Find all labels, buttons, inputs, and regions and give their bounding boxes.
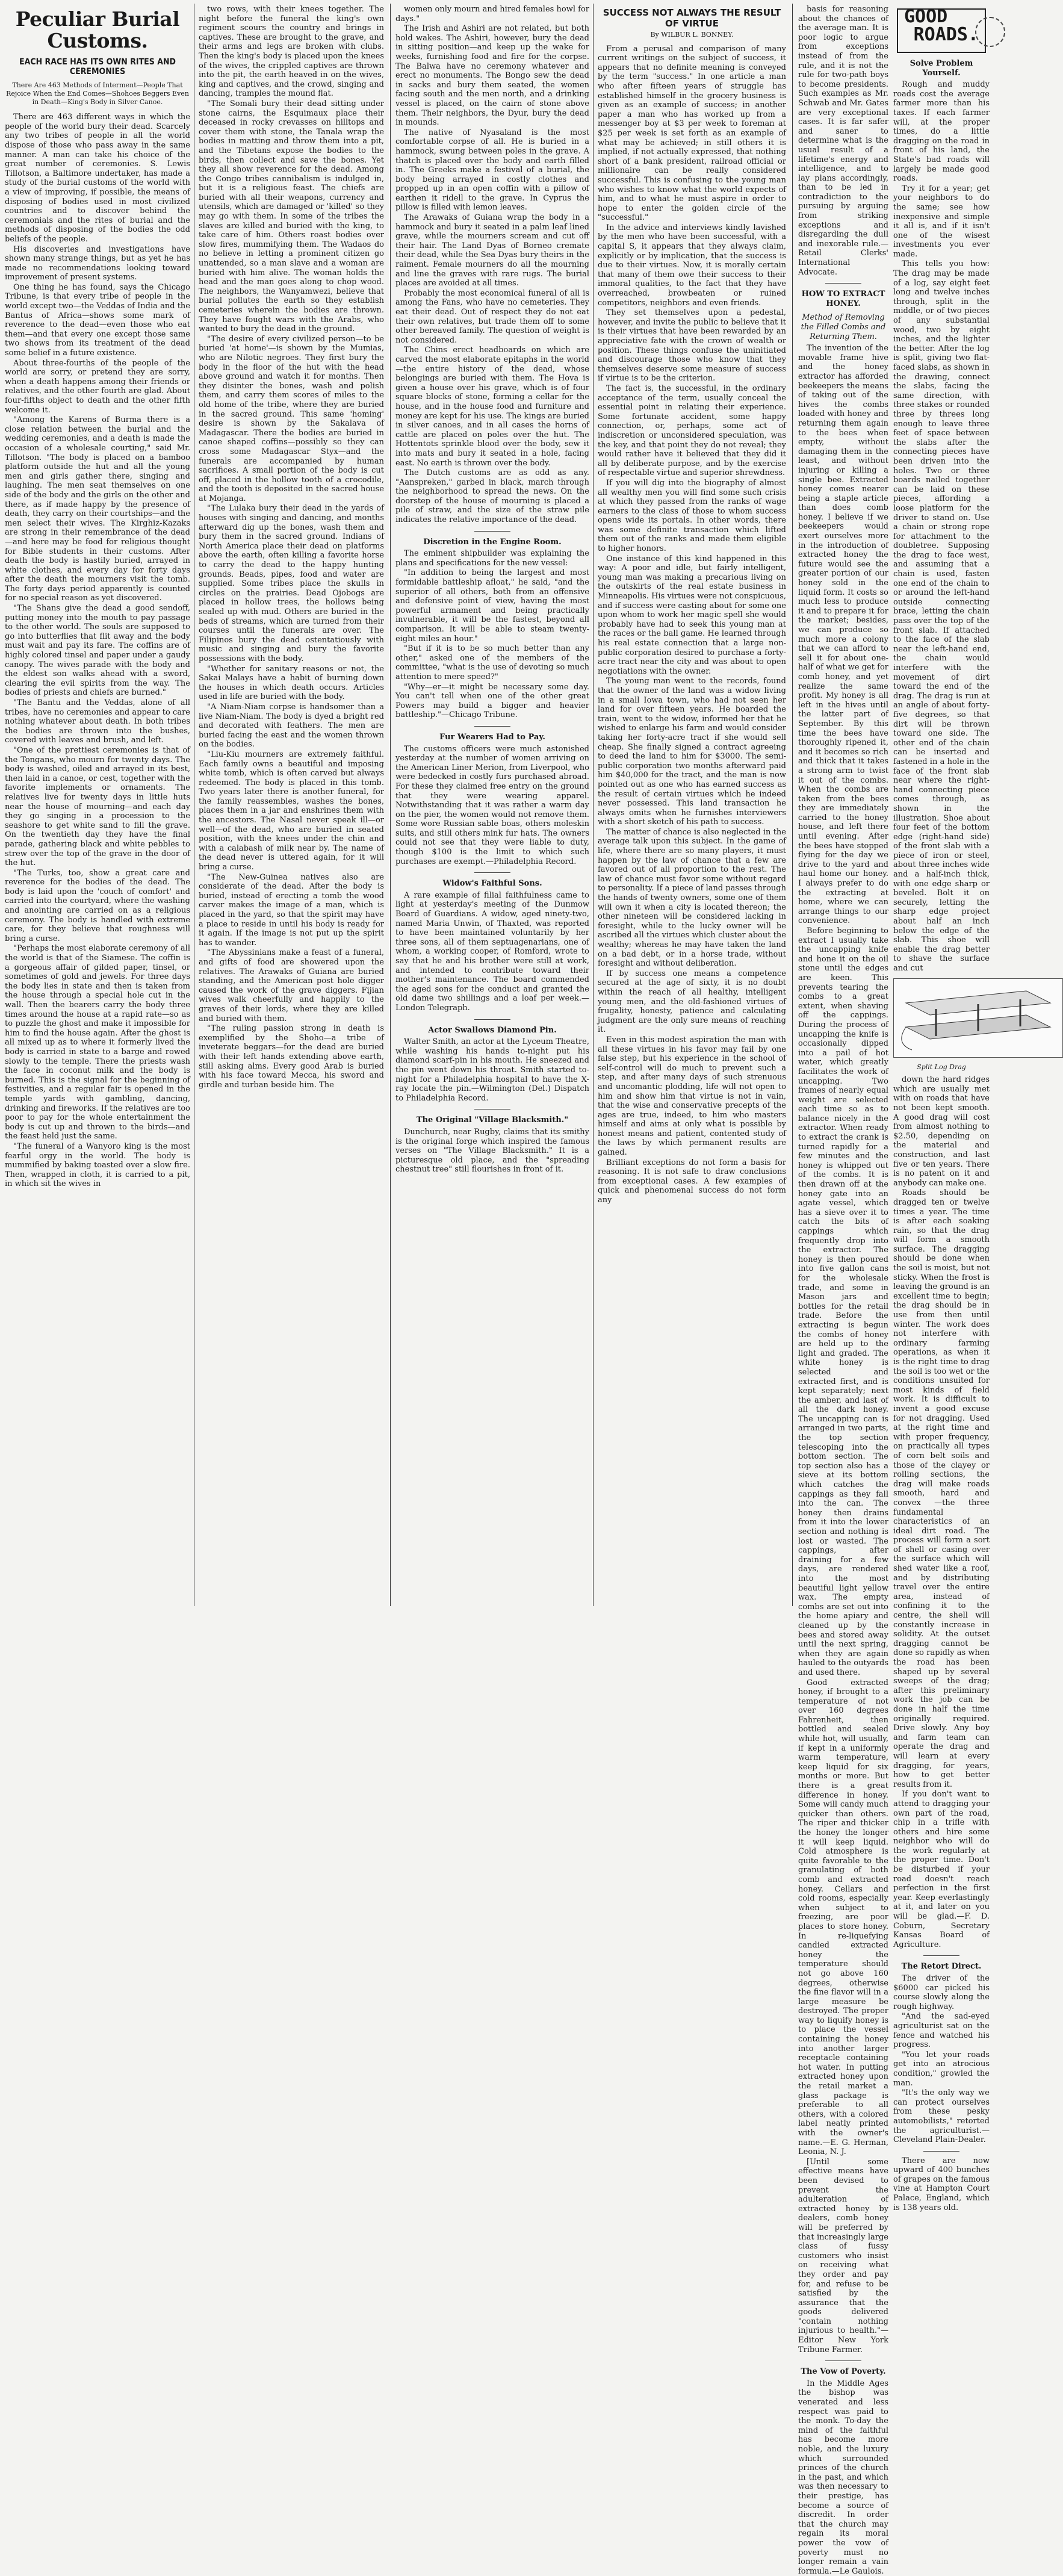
article-body [798,344,888,2354]
paragraph: Probably the most economical funeral of all is among the Fans, who have no cemeteries. They eat their dead. Out of respect they do not eat their own relatives, but trade them off to some other bereaved family. The question of weight is not considered. [395,288,589,345]
paragraph: "The desire of every civilized person—to be buried 'at home'—is shown by the Mumias, who are Nilotic negroes. They first bury the body in the floor of the hut with the head above ground and watch it for months. Then they disinter the bones, wash and polish them, and carry them scores of miles to the old home of the tribe, where they are buried in the sacred ground. This same 'homing' desire is shown by the Sakalava of Madagascar. There the bodies are buried in canoe shaped coffins—possibly so they can cross some Madagascar Styx—and the funerals are accompanied by human sacrifices. A small portion of the body is cut off, placed in the hollow tooth of a crocodile, and the tooth is deposited in the sacred house at Mojanga. [199,334,384,503]
article-body [893,1075,990,1949]
split-log-drag-illustration [893,978,1063,1058]
paragraph: From a perusal and comparison of many current writings on the subject of success, it appears that no definite meaning is conveyed by the term "success." In one article a man who after fifteen years of struggle has established himself in the grocery business is given as an example of success; in another paper a man who has worked up from a messenger boy at $3 per week to foreman at $25 per week is set forth as an example of what may be achieved; in still others it is implied, if not actually expressed, that nothing short of a bank president, railroad official or millionaire can be really considered successful. This is confusing to the young man who wishes to know what the world expects of him, and to what he must aspire in order to hope to enter the golden circle of the "successful." [598,44,786,223]
paragraph: They set themselves upon a pedestal, however, and invite the public to believe that it is their virtues that have been rewarded by an appreciative fate with the crown of wealth or position. These things confuse the uninitiated and discourage those who know that they themselves deserve some measure of success if virtue is to be the criterion. [598,308,786,383]
paragraph: Roads should be dragged ten or twelve times a year. The time is after each soaking rain, so that the drag will form a smooth surface. The dragging should be done when the soil is moist, but not sticky. When the frost is leaving the ground is an excellent time to begin; the drag should be in use from then until winter. The work does not interfere with ordinary farming operations, as when it is the right time to drag the soil is too wet or the conditions unsuited for most kinds of field work. It is difficult to invent a good excuse for not dragging. Used at the right time and with proper frequency, on practically all types of corn belt soils and those of the clayey or rolling sections, the drag will make roads smooth, hard and convex —the three fundamental characteristics of an ideal dirt road. The process will form a sort of shell or casing over the surface which will shed water like a roof, and by distributing travel over the entire area, instead of confining it to the centre, the shell will constantly increase in solidity. At the outset dragging cannot be done so rapidly as when the road has been shaped up by several sweeps of the drag; after this preliminary work the job can be done in half the time originally required. Drive slowly. Any boy and farm team can operate the drag and will learn at every dragging, for years, how to get better results from it. [893,1188,990,1789]
paragraph: Even in this modest aspiration the man with all these virtues in his favor may fail by one false step, but his experience in the school of self-control will do much to prevent such a step, and after many days of such strenuous and uncomantic plodding, life will not open to him and show him that virtue is not in vain, that the wise and conservative precepts of the ages are true, indeed, to him who masters himself and aims at only what is possible by honest means and patient, contented study of the laws by which permanent results are gained. [598,1035,786,1158]
paragraph: "A Niam-Niam corpse is handsomer than a live Niam-Niam. The body is dyed a bright red and decorated with feathers. The men are buried facing the east and the women thrown on the bodies. [199,702,384,750]
paragraph: two rows, with their knees together. The night before the funeral the king's own regiment scours the country and brings in captives. These are brought to the grave, and their arms and legs are broken with clubs. Then the king's body is placed upon the knees of the wives, the crippled captives are thrown into the pit, the earth heaved in on the wives, king and captives, and the crowd, singing and dancing, tramples the mound flat. [199,5,384,99]
article-body [395,1037,589,1103]
paragraph: "The Turks, too, show a great care and reverence for the bodies of the dead. The body is laid upon the 'couch of comfort' and carried into the courtyard, where the washing and anointing are carried on as a religious ceremony. The body is handled with extreme care, for they believe that roughness will bring a curse. [5,868,190,943]
subhead: The Retort Direct. [901,1962,982,1972]
paragraph: Before beginning to extract I usually take the uncapping knife and hone it on the oil stone until the edges are keen. This prevents tearing the combs to a great extent, when shaving off the cappings. During the process of uncapping the knife is occasionally dipped into a pail of hot water, which greatly facilitates the work of uncapping. Two frames of nearly equal weight are selected each time so as to balance nicely in the extractor. When ready to extract the crank is turned rapidly for a few minutes and the honey is whipped out of the combs. It is then drawn off at the honey gate into an agate vessel, which has a sieve over it to catch the bits of cappings which frequently drop into the extractor. The honey is then poured into five gallon cans for the wholesale trade, and some in Mason jars and bottles for the retail trade. Before the extracting is begun the combs of honey are held up to the light and graded. The white honey is selected and extracted first, and is kept separately; next the amber, and last of all the dark honey. The uncapping can is arranged in two parts, the top section telescoping into the bottom section. The top section also has a sieve at its bottom which catches the cappings as they fall into the can. The honey then drains from it into the lower section and nothing is lost or wasted. The cappings, after draining for a few days, are rendered into the most beautiful light yellow wax. The empty combs are set out into the home apiary and cleaned up by the bees and stored away until the next spring, when they are again hauled to the outyards and used there. [798,926,888,1677]
paragraph: The Chins erect headboards on which are carved the most elaborate epitaphs in the world—the entire history of the dead, whose belongings are buried with them. The Hova is given a house over his grave, which is of four square blocks of stone, forming a cellar for the house, and in the house food and furniture and money are kept for his use. The kings are buried in silver canoes, and in all cases the horns of cattle are placed on poles over the hut. The Hottentots sprinkle blood over the body, sew it into mats and bury it seated in a hole, facing east. No earth is thrown over the body. [395,346,589,468]
paragraph: In the Middle Ages the bishop was venerated and less respect was paid to the monk. To-day the mind of the faithful has become more noble, and the luxury which surrounded princes of the church in the past, and which was then necessary to their prestige, has become a source of discredit. In order that the church may regain its moral power the vow of poverty must no longer remain a vain formula.—Le Gaulois. [798,2379,888,2576]
paragraph: This tells you how: The drag may be made of a log, say eight feet long and twelve inches through, split in the middle, or of two pieces of any substantial wood, two by eight inches, and the lighter the better. After the log is split, giving two flat-faced slabs, as shown in the drawing, connect the slabs, facing the same direction, with three stakes or rounded three by threes long enough to leave three feet of space between the slabs after the connecting pieces have been driven into the holes. Two or three boards nailed together can be laid on these pieces, affording a loose platform for the driver to stand on. Use a chain or strong rope for attachment to the doubletree. Supposing the drag to face west, and assuming that a chain is used, fasten one end of the chain to or around the left-hand outside connecting brace, letting the chain pass over the top of the front slab. If attached to the face of the slab near the left-hand end, the chain would interfere with the movement of dirt toward the end of the drag. The drag is run at an angle of about forty-five degrees, so that dirt will be thrown toward one side. The other end of the chain can be inserted and fastened in a hole in the face of the front slab near where the right-hand connecting piece comes through, as shown in the illustration. Shoe about four feet of the bottom edge (right-hand side) of the front slab with a piece of iron or steel, about three inches wide and a half-inch thick, with one edge sharp or beveled. Bolt it on securely, letting the sharp edge project about half an inch below the edge of the slab. This shoe will enable the drag better to shave the surface and cut [893,259,990,973]
subhead: Solve Problem Yourself. [910,59,973,78]
paragraph: The Arawaks of Guiana wrap the body in a hammock and bury it seated in a palm leaf lined grave, while the mourners scream and cut off their hair. The Land Dyas of Borneo cremate their dead, while the Sea Dyas bury theirs in the raiment. Female mourners do all the mourning and line the graves with rare rugs. The burial places are avoided at all times. [395,213,589,288]
paragraph: "The Lulaka bury their dead in the yards of houses with singing and dancing, and months afterward dig up the bones, wash them and bury them in the sacred ground. Indians of North America place their dead on platforms above the earth, often killing a favorite horse to carry the dead to the happy hunting grounds. Beads, pipes, food and water are supplied. Some tribes place the skulls in circles on the prairies. Dead Ojobogs are placed in hollow trees, the hollows being sealed up with mud. Others are buried in the beds of streams, which are turned from their courses until the funerals are over. The Filipinos bury the dead ostentatiously with music and singing and bury the favorite possessions with the body. [199,504,384,663]
paragraph: His discoveries and investigations have shown many strange things, but as yet he has made no recommendations looking toward improvement of present systems. [5,244,190,282]
paragraph: Rough and muddy roads cost the average farmer more than his taxes. If each farmer will, at the proper times, do a little dragging on the road in front of his land, the State's bad roads will largely be made good roads. [893,80,990,184]
paragraph: down the hard ridges which are usually met with on roads that have not been kept smooth. A good drag will cost from almost nothing to $2.50, depending on the material and construction, and last five or ten years. There is no patent on it and anybody can make one. [893,1075,990,1188]
figure-caption: Split Log Drag [917,1063,966,1071]
paragraph: Walter Smith, an actor at the Lyceum Theatre, while washing his hands to-night put his diamond scarf-pin in his mouth. He sneezed and the pin went down his throat. Smith started to-night for a Philadelphia hospital to have the X-ray locate the pin.—Wilmington (Del.) Dispatch to Philadelphia Record. [395,1037,589,1103]
headline: Peculiar Burial Customs. [15,7,180,52]
paragraph: "In addition to being the largest and most formidable battleship afloat," he said, "and the superior of all others, both from an offensive and defensive point of view, having the most powerful armament and being practically invulnerable, it will be the fastest, beyond all comparison. It will be able to steam twenty-eight miles an hour." [395,568,589,644]
paragraph: In the advice and interviews kindly lavished by the men who have been successful, with a capital S, it appears that they always claim, explicitly or by implication, that the success is due to their virtues. Now, it is morally certain that many of them owe their success to their immoral qualities, to the fact that they have overreached, browbeaten or ruined competitors, neighbors and even friends. [598,223,786,308]
paragraph: "The New-Guinea natives also are considerate of the dead. After the body is buried, instead of erecting a tomb the wood carver makes the image of a man, which is placed in the yard, so that the spirit may have a place to reside in until his body is ready for it again. If the image is not put up the spirit has to wander. [199,872,384,948]
paragraph: "And the sad-eyed agriculturist sat on the fence and watched his progress. [893,2012,990,2050]
subhead: The Vow of Poverty. [801,2367,886,2377]
paragraph: The matter of chance is also neglected in the average talk upon this subject. In the game of life, where there are so many players, it must happen by the law of chance that a few are favored out of all proportion to the rest. The law of chance must favor some without regard to personality. If a piece of land passes through the hands of twenty owners, some one of them will own it when a city is located thereon; the other nineteen will be considered lacking in foresight, while to the lucky owner will be ascribed all the virtues which cluster about the wealthy; whereas he may have taken the land on a bad debt, or in a horse trade, without foresight and without deliberation. [598,827,786,969]
subhead: Actor Swallows Diamond Pin. [428,1025,557,1035]
article-body [199,5,384,1090]
article-burial-customs-col1 [5,5,190,1606]
article-burial-customs-col2 [199,5,384,1606]
paragraph: "But if it is to be so much better than any other," asked one of the members of the committee, "what is the use of devoting so much attention to mere speed?" [395,644,589,681]
paragraph: The driver of the $6000 car picked his course slowly along the rough highway. [893,1974,990,2011]
masthead-word: GOOD [904,6,948,27]
paragraph: The customs officers were much astonished yesterday at the number of women arriving on the American Liner Merion, from Liverpool, who were bedecked in costly furs purchased abroad. For these they claimed free entry on the ground that they were wearing apparel. Notwithstanding that it was rather a warm day on the pier, the women would not remove them. Some wore Russian sable boas, others moleskin suits, and still others mink fur hats. The owners could not see that they were liable to duty, though $100 is the limit to which such purchases are exempt.—Philadelphia Record. [395,744,589,866]
paragraph: A rare example of filial faithfulness came to light at yesterday's meeting of the Dunmow Board of Guardians. A widow, aged ninety-two, named Maria Unwin, of Thaxted, was reported to have been maintained voluntarily by her three sons, all of them septuagenarians, one of whom, a working cooper, of Romford, wrote to say that he and his brother were still at work, and intended to contribute toward their mother's maintenance. The board commended the aged sons for the conduct and granted the old dame two shillings and a loaf per week.—London Telegraph. [395,890,589,1013]
column-5-right [893,5,990,2212]
column-3 [395,5,589,1606]
separator [474,1019,510,1020]
article-body [395,549,589,720]
article-success-col4 [598,5,786,1606]
paragraph: "The Bantu and the Veddas, alone of all tribes, have no ceremonies and appear to care nothing whatever about death. In both tribes the bodies are thrown into the bushes, covered with leaves and brush, and left. [5,698,190,745]
article-body [893,2156,990,2213]
paragraph: The young man went to the records, found that the owner of the land was a widow living in a small Iowa town, who had not seen her land for over fifteen years. He boarded the train, went to the widow, informed her that he wished to enlarge his farm and would consider taking her forty-acre tract if she would sell cheap. She finally signed a contract agreeing to deed the land to him for $3000. The semi-public corporation two months afterward paid him $40,000 for the tract, and the man is now pointed out as one who has earned success as the result of certain virtues which he indeed never possessed. This land transaction he always omits when he furnishes interviewers with a short sketch of his path to success. [598,677,786,827]
paragraph: The Dutch customs are as odd as any. "Aanspreken," garbed in black, march through the neighborhood to spread the news. On the doorstep of the house of mourning is placed a pile of straw, and the size of the straw pile indicates the relative importance of the dead. [395,468,589,525]
paragraph: There are now upward of 400 bunches of grapes on the famous vine at Hampton Court Palace, England, which is 138 years old. [893,2156,990,2212]
paragraph: "It's the only way we can protect ourselves from these pesky automobilists," retorted the agriculturist.—Cleveland Plain-Dealer. [893,2088,990,2145]
drag-drawing-icon [894,979,1062,1057]
paragraph: "Why—er—it might be necessary some day. You can't tell when one of the other great Powers may build a bigger and heavier battleship."—Chicago Tribune. [395,682,589,720]
paragraph: There are 463 different ways in which the people of the world bury their dead. Scarcely any two tribes of people in all the world dispose of those who pass away in the same manner. A man can take his choice of the great number of ceremonies. S. Lewis Tillotson, a Baltimore undertaker, has made a study of the burial customs of the world with a view of improving, if possible, the means of disposing of bodies used in most civilized countries and to discover behind the ceremonials and the rites of burial and the methods of disposing of the bodies the odd beliefs of the people. [5,113,190,244]
road-emblem-icon [975,17,1005,47]
paragraph: The invention of the movable frame hive and the honey extractor has afforded beekeepers the means of taking out of the hives the combs loaded with honey and returning them again to the bees when empty, without damaging them in the least, and without injuring or killing a single bee. Extracted honey comes nearer being a staple article than does comb honey. I believe if we beekeepers would exert ourselves more in the introduction of extracted honey the future would see the greater portion of our honey sold in the liquid form. It costs so much less to produce it and to prepare it for the market; besides, we can produce so much more a colony that we can afford to sell it for about one-half of what we get for comb honey, and yet realize the same profit. My honey is all left in the hives until the latter part of September. By this time the bees have thoroughly ripened it, and it becomes so rich and thick that it takes a strong arm to twist it out of the combs. When the combs are taken from the bees they are immediately carried to the honey house, and left there until evening. After the bees have stopped flying for the day we drive to the yard and haul home our honey. I always prefer to do the extracting at home, where we can arrange things to our convenience. [798,344,888,926]
paragraph: Dunchurch, near Rugby, claims that its smithy is the original forge which inspired the famous verses on "The Village Blacksmith." It is a picturesque old place, and the "spreading chestnut tree" still flourishes in front of it. [395,1127,589,1175]
paragraph: "One of the prettiest ceremonies is that of the Tongans, who mourn for twenty days. The body is washed, oiled and arrayed in its best, then laid in a canoe, or cest, together with the favorite implements or ornaments. The relatives live for twenty days in little huts near the house of mourning—and each day they go singing in a procession to the seashore to get white sand to fill the grave. On the twentieth day they have the final parade, gathering black and white pebbles to strew over the top of the grave in the door of the hut. [5,745,190,868]
separator [474,872,510,873]
paragraph: "The Shans give the dead a good sendoff, putting money into the mouth to pay passage to the other world. The souls are supposed to go into butterflies that flit away and the body must wait and pay its fare. The coffins are of highly colored tinsel and paper under a gaudy canopy. The wives parade with the body and the eldest son walks ahead with a sword, clearing the evil spirits from the way. The bodies of priests and chiefs are burned." [5,604,190,698]
paragraph: "The funeral of a Wanyoro king is the most fearful orgy in the world. The body is mummified by baking toasted over a slow fire. Then, wrapped in cloth, it is carried to a pit, in which sit the wives in [5,1141,190,1189]
paragraph: If by success one means a competence secured at the age of sixty, it is no doubt within the reach of all healthy, intelligent young men, and the old-fashioned virtues of frugality, honesty, patience and calculating judgment are the only sure means of reaching it. [598,969,786,1035]
paragraph: Brilliant exceptions do not form a basis for reasoning. It is not safe to draw conclusions from exceptional cases. A few examples of quick and phenomenal success do not form any [598,1158,786,1205]
headline-deck: EACH RACE HAS ITS OWN RITES AND CEREMONIES [19,57,176,76]
separator [474,726,510,727]
separator [923,1955,959,1956]
masthead-word: ROADS. [913,24,979,45]
separator [923,2151,959,2152]
column-5-left [798,5,888,2576]
paragraph: The Irish and Ashiri are not related, but both hold wakes. The Ashiri, however, bury the dead in sitting position—and keep up the wake for weeks, furnishing food and fire for the corpse. The Balwa have no ceremony whatever and erect no monuments. The Bongo sew the dead in sacks and bury them seated, the women facing south and the men north, and a drinking vessel is placed, on the cairn of stone above them. Their neighbors, the Dyur, bury the dead in mounds. [395,24,589,128]
paragraph: "You let your roads get into an atrocious condition," growled the man. [893,2050,990,2088]
column-5 [798,5,990,2576]
paragraph: If you will dig into the biography of almost all wealthy men you will find some such crisis at which they passed from the ranks of wage earners to the class of those to whom success opens wide its portals. In other words, there was some definite transaction which lifted them out of the ranks and made them eligible to higher honors. [598,478,786,554]
paragraph: "Whether for sanitary reasons or not, the Sakai Malays have a habit of burning down the houses in which death occurs. Articles used in life are buried with the body. [199,664,384,702]
paragraph: The native of Nyasaland is the most comfortable corpse of all. He is buried in a hammock, swung between poles in the grave. A thatch is placed over the body and earth filled in. The Greeks make a festival of a burial, the body being arrayed in costly clothes and propped up in an open coffin with a pillow of earthen it ridell to the grave. In Cyprus the pillow is filled with lemon leaves. [395,128,589,213]
article-body [5,113,190,1189]
paragraph: women only mourn and hired females howl for days." [395,5,589,23]
article-body [395,745,589,867]
paragraph: "Perhaps the most elaborate ceremony of all the world is that of the Siamese. The coffin is a gorgeous affair of gilded paper, tinsel, or sometimes of gold and jewels. For three days the body lies in state and then is taken from the house through a special hole cut in the wall. Then the bearers carry the body three times around the house at a rapid rate—so as to puzzle the ghost and make it impossible for him to find the house again. After the ghost is all mixed up as to where it formerly lived the body is carried in state to a barge and rowed slowly to the temple. There the priests wash the face in coconut milk and the body is burned. This is the signal for the beginning of festivities, and a regular fair is opened in the temple yards with gambling, dancing, drinking and fireworks. If the relatives are too poor to pay for the whole entertainment the body is cut up and thrown to the birds—and the feast held just the same. [5,944,190,1141]
paragraph: One thing he has found, says the Chicago Tribune, is that every tribe of people in the world except two—the Veddas of India and the Bantus of Africa—shows some mark of reverence to the dead—even those who eat them—and that every one except those same two shows from its treatment of the dead some belief in a future existence. [5,282,190,358]
subhead: HOW TO EXTRACT HONEY. [801,290,885,308]
paragraph: The fact is, the successful, in the ordinary acceptance of the term, usually conceal the essential point in relating their experience. Some fortunate accident, some happy connection, or, perhaps, some act of indiscretion or unconsidered speculation, was the key, and that point they do not reveal; they would rather have it believed that they did it all by deliberate purpose, and by the exercise of respectable virtue and superior shrewdness. [598,383,786,478]
headline: SUCCESS NOT ALWAYS THE RESULT OF VIRTUE [603,7,781,29]
subhead: Widow's Faithful Sons. [442,879,542,889]
subhead: Fur Wearers Had to Pay. [439,732,545,742]
paragraph: basis for reasoning about the chances of the average man. It is poor logic to argue from exceptions instead of from the rule, and it is not the rule for two-path boys to become presidents. Such examples as Mr. Schwab and Mr. Gates are very exceptional cases. It is far safer and saner to determine what is the usual result of a lifetime's energy and intelligence, and to lay plans accordingly, than to be led in contradiction to the pursuing by arguing from striking exceptions and disregarding the dull and inexorable rule.—Retail Clerks' International Advocate. [798,5,888,277]
paragraph: If you don't want to attend to dragging your own part of the road, chip in a trifle with others and hire some neighbor who will do the work regularly at the proper time. Don't be disturbed if your road doesn't reach perfection in the first year. Keep everlastingly at it, and later on you will be glad.—F. D. Coburn, Secretary Kansas Board of Agriculture. [893,1790,990,1949]
headline-subdeck: There Are 463 Methods of Interment—People That Rejoice When the End Comes—Shohoes Beggers Even in Death—King's Body in Silver Canoe. [6,81,189,107]
article-body [798,5,888,277]
paragraph: One instance of this kind happened in this way: A poor and idle, but fairly intelligent, young man was making a precarious living on the outskirts of the real estate business in Minneapolis. His virtues were not conspicuous, and if success were casting about for some one upon whom to work her magic spell she would probably have had to seek this young man at the races or the ball game. He learned through his real estate connection that a large non-public corporation desired to purchase a forty-acre tract near the city and was about to open negotiations with the owner. [598,554,786,676]
paragraph: Good extracted honey, if brought to a temperature of not over 160 degrees Fahrenheit, then bottled and sealed while hot, will usually, if kept in a uniformly warm temperature, keep liquid for six months or more. But there is a great difference in honey. Some will candy much quicker than others. The riper and thicker the honey the longer it will keep liquid. Cold atmosphere is quite favorable to the granulating of both comb and extracted honey. Cellars and cold rooms, especially when subject to freezing, are poor places to store honey. In re-liquefying candied extracted honey the temperature should not go above 160 degrees, otherwise the fine flavor will in a large measure be destroyed. The proper way to liquify honey is to place the vessel containing the honey into another larger receptacle containing hot water. In putting extracted honey upon the retail market a glass package is preferable to all others, with a colored label neatly printed with the owner's name.—E. G. Herman, Leonia, N. J. [798,1678,888,2157]
subhead: Discretion in the Engine Room. [423,537,562,547]
paragraph: "The Somali bury their dead sitting under stone cairns, the Esquimaux place their deceased in rocky crevasses on hilltops and cover them with stone, the Tanala wrap the bodies in matting and throw them into a pit, and the Tibetans expose the bodies to the birds, then collect and save the bones. Yet they all show reverence for the dead. Among the Congo tribes cannibalism is indulged in, but it is a religious feast. The chiefs are buried with all their weapons, currency and utensils, which are damaged or 'killed' so they may go with them. In some of the tribes the slaves are killed and buried with the king, to take care of him. Others roast bodies over slow fires, mummifying them. The Wadaos do no believe in letting a prominent citizen go unattended, so a man slave and a woman are buried with him alive. The woman holds the head and the man goes along to chop wood. The neighbors, the Wanyamwezi, believe that burial pollutes the earth so they establish cemeteries wherein the bodies are thrown. They have fought wars with the Arabs, who wanted to bury the dead in the ground. [199,99,384,334]
paragraph: About three-fourths of the people of the world are sorry, or pretend they are sorry, when a death happens among their friends or relatives, and the other fourth are glad. About four-fifths object to death and the other fifth welcome it. [5,358,190,415]
paragraph: [Until some effective means have been devised to prevent the adulteration of extracted honey by dealers, comb honey will be preferred by that increasingly large class of fussy customers who insist on receiving what they order and pay for, and refuse to be satisfied by the assurance that the goods delivered "contain nothing injurious to health."—Editor New York Tribune Farmer. [798,2157,888,2354]
byline: By WILBUR L. BONNEY. [650,31,734,39]
paragraph: "Liu-Kiu mourners are extremely faithful. Each family owns a beautiful and imposing white tomb, which is often carved but always redeemed. The body is placed in this tomb. Two years later there is another funeral, for the family reassembles, washes the bones, places them in a jar and enshrines them with the ancestors. The Nasal never speak ill—or well—of the dead, who are buried in seated position, with the knees under the chin and with a calabash of milk near by. The name of the dead never is uttered again, for it will bring a curse. [199,750,384,872]
article-body [395,891,589,1013]
subhead-deck: Method of Removing the Filled Combs and Returning Them. [801,313,886,341]
paragraph: "The ruling passion strong in death is exemplified by the Shoho—a tribe of inveterate beggars—for the dead are buried with their left hands extending above earth, still asking alms. Every good Arab is buried with his face toward Mecca, his sword and girdle and turban beside him. The [199,1024,384,1090]
article-body [598,45,786,1205]
article-body [893,1974,990,2145]
paragraph: "Among the Karens of Burma there is a close relation between the burial and the wedding ceremonies, and a death is made the occasion of a wholesale courting," said Mr. Tillotson. "The body is placed on a bamboo platform outside the hut and all the young men and girls gather there, singing and laughing. The men seat themselves on one side of the body and the girls on the other and there, as if made happy by the presence of death, they carry on their courtships—and the men select their wives. The Kirghiz-Kazaks are strong in their remembrance of the dead—and here may be food for religious thought for Bible students in their customs. After death the body is hastily buried, arrayed in white clothes, and every day for forty days after the death the mourners visit the tomb. The forty days period apparently is counted for no special reason as yet discovered. [5,415,190,603]
subhead: The Original "Village Blacksmith." [416,1116,569,1125]
separator [825,2360,861,2361]
column-rule [792,4,793,1606]
paragraph: Try it for a year; get your neighbors to do the same; see how inexpensive and simple it all is, and if it isn't one of the wisest investments you ever made. [893,184,990,259]
separator [474,1109,510,1110]
column-rule [390,4,391,1606]
paragraph: The eminent shipbuilder was explaining the plans and specifications for the new vessel: [395,549,589,568]
article-body [798,2379,888,2576]
paragraph: "The Abyssinians make a feast of a funeral, and gifts of food are showered upon the relatives. The Arawaks of Guiana are buried standing, and the American post hole digger caused the work of the grave diggers. Fijian wives walk cheerfully and happily to the graves of their lords, where they are killed and buried with them. [199,948,384,1023]
separator [825,283,861,284]
good-roads-masthead [897,8,986,53]
article-body [893,80,990,973]
article-body [395,5,589,525]
separator [474,531,510,532]
article-body [395,1128,589,1175]
